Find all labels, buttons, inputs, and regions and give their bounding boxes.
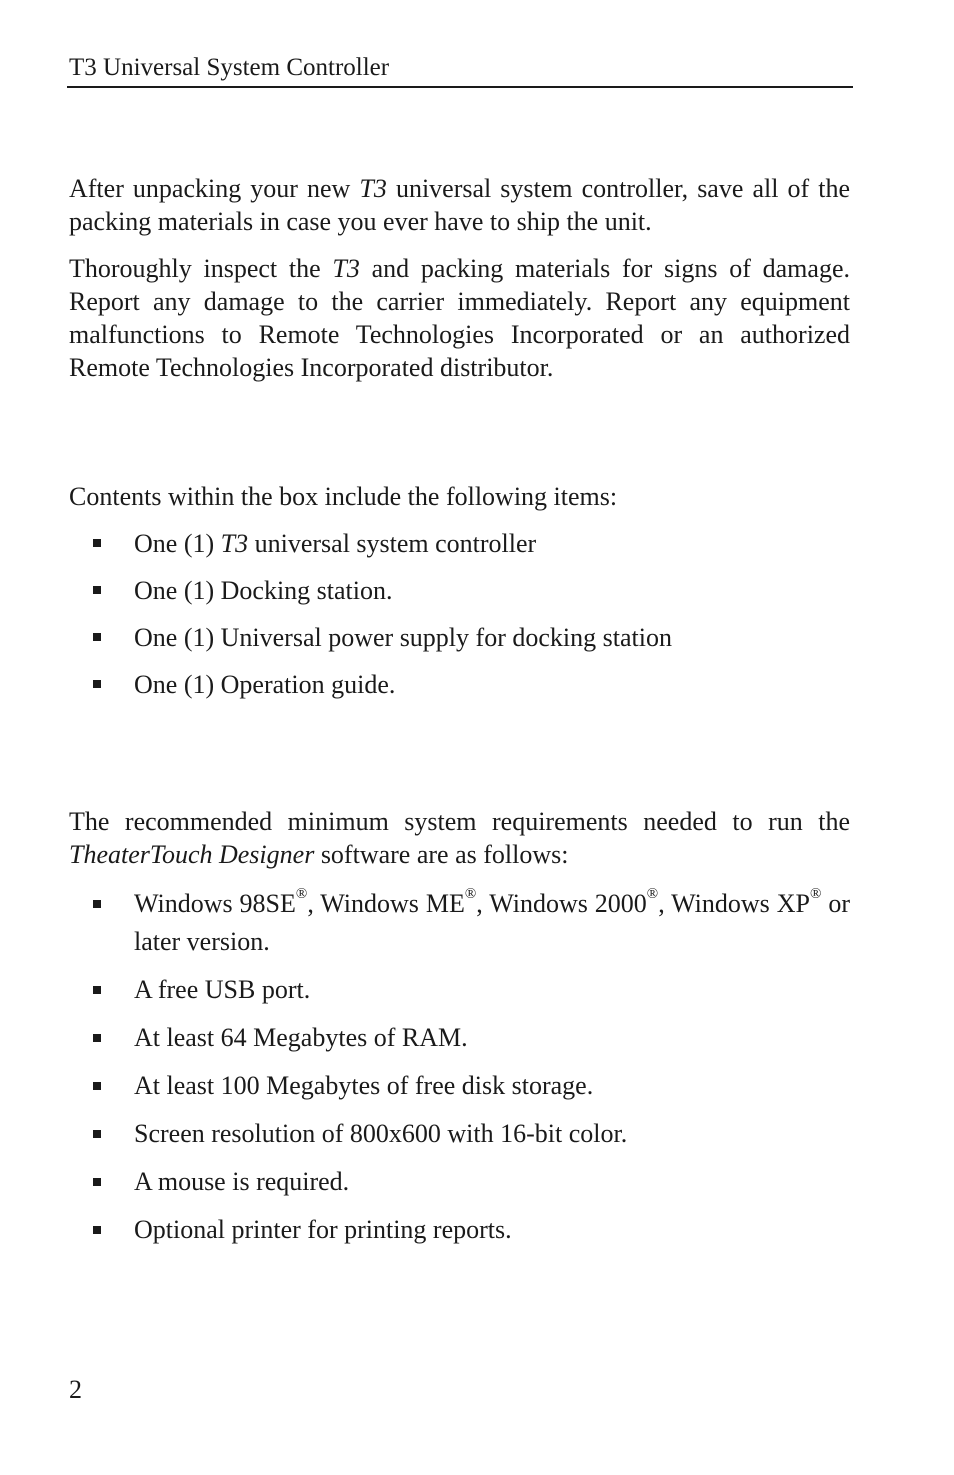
square-bullet-icon [93,1178,101,1186]
list-item [69,668,850,701]
text-run: At least 100 Megabytes of free disk storage. [134,1071,594,1100]
registered-trademark-mark: ® [464,886,477,903]
requirements-intro [69,805,850,871]
list-item [69,1019,850,1057]
text-run: software are as follows: [314,840,569,869]
square-bullet-icon [93,633,101,641]
text-run: Windows 98SE [134,889,296,918]
product-name-italic: T3 [332,254,360,283]
square-bullet-icon [93,680,101,688]
text-run: One (1) Universal power supply for docking station [134,623,672,652]
square-bullet-icon [93,1130,101,1138]
square-bullet-icon [93,900,101,908]
registered-trademark-mark: ® [646,886,659,903]
text-run: At least 64 Megabytes of RAM. [134,1023,468,1052]
text-run: A free USB port. [134,975,311,1004]
text-run: Screen resolution of 800x600 with 16-bit color. [134,1119,628,1148]
product-name-italic: T3 [359,174,387,203]
text-run: After unpacking your new [69,174,360,203]
page-body [69,172,850,1259]
square-bullet-icon [93,586,101,594]
running-header-title: T3 Universal System Controller [69,54,390,81]
text-run: universal system controller [248,529,537,558]
text-run: One (1) Docking station. [134,576,393,605]
product-name-italic: T3 [220,529,249,558]
contents-list [69,527,850,701]
text-run: and packing materials for signs of damage. Report any damage to the carrier immediately. Report any equipment malfunctions to Remote Technologies Incorporated or an authorized Remote Technologies Incorporated distributor. [69,254,850,382]
text-run: Thoroughly inspect the [69,254,333,283]
list-item [69,971,850,1009]
text-run: , Windows ME [307,889,465,918]
list-item [69,527,850,560]
list-item [69,1163,850,1201]
page-number: 2 [69,1375,82,1404]
text-run: Optional printer for printing reports. [134,1215,512,1244]
text-run: One (1) [134,529,221,558]
registered-trademark-mark: ® [295,886,308,903]
list-item [69,1115,850,1153]
text-run: universal system controller, save all of the packing materials in case you ever have to ship the unit. [69,174,850,236]
section-spacer [69,398,850,480]
software-name-italic: TheaterTouch Designer [69,840,315,869]
square-bullet-icon [93,1034,101,1042]
list-item [69,1211,850,1249]
list-item [69,885,850,961]
list-item [69,1067,850,1105]
section-spacer [69,715,850,805]
text-run: , Windows XP [658,889,810,918]
square-bullet-icon [93,1226,101,1234]
unpacking-paragraph-1 [69,172,850,238]
list-item [69,574,850,607]
unpacking-paragraph-2 [69,252,850,384]
square-bullet-icon [93,539,101,547]
square-bullet-icon [93,986,101,994]
text-run: The recommended minimum system requirements needed to run the [69,807,850,836]
registered-trademark-mark: ® [809,886,822,903]
list-item [69,621,850,654]
text-run: , Windows 2000 [476,889,647,918]
requirements-list [69,885,850,1249]
text-run: A mouse is required. [134,1167,350,1196]
square-bullet-icon [93,1082,101,1090]
page-header [67,52,853,88]
contents-intro: Contents within the box include the following items: [69,482,618,511]
text-run: or later version. [134,889,850,956]
text-run: One (1) Operation guide. [134,670,396,699]
